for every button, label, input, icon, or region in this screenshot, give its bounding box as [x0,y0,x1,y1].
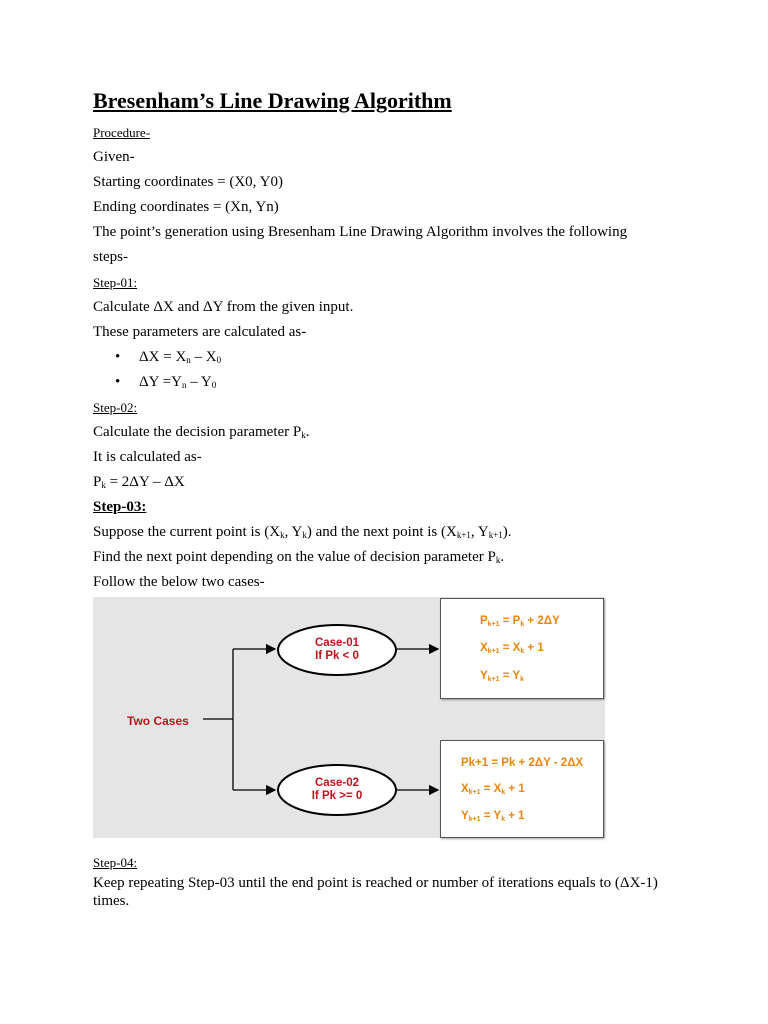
intro-text-line1: The point’s generation using Bresenham Line Drawing Algorithm involves the following [93,224,628,240]
step02-calc-text: It is calculated as- [93,449,202,465]
procedure-label: Procedure- [93,125,151,140]
step03-current-point-text: Suppose the current point is ($X_k$, $Y_k$) and the next point is ($X_{k+1}$, $Y_{k+1}$). [93,524,512,540]
bullet-delta-x: • $\Delta X = X_n - X_0$ [93,345,673,370]
step02-text: Calculate the decision parameter $P_k$. [93,424,310,440]
step03-label: Step-03: [93,499,147,515]
given-label: Given- [93,149,135,165]
case02-text: Case-02 If Pk >= 0 [311,777,363,802]
case01-result-box [440,598,604,699]
step02-label: Step-02: [93,400,138,415]
starting-coordinates: Starting coordinates = (X0, Y0) [93,174,283,190]
case01-y-formula: $Y_{k+1} = Y_k$ [480,670,525,683]
case02-y-formula: $Y_{k+1} = Y_k + 1$ [461,810,525,823]
page-title: Bresenham’s Line Drawing Algorithm [93,88,452,113]
step02-formula: $P_k = 2\Delta Y - \Delta X$ [93,474,185,490]
two-cases-label: Two Cases [127,714,189,728]
step04-label: Step-04: [93,855,138,870]
step04-text: Keep repeating Step-03 until the end point is reached or number of iterations equals to (ΔX-1) times. [93,875,658,909]
case02-result-box [440,740,604,838]
case01-x-formula: $X_{k+1} = X_k + 1$ [480,642,544,655]
step01-params-text: These parameters are calculated as- [93,324,307,340]
case02-x-formula: $X_{k+1} = X_k + 1$ [461,783,525,796]
case01-text: Case-01 If Pk < 0 [314,637,360,662]
step03-follow-text: Follow the below two cases- [93,574,265,590]
case02-p-formula: Pk+1 = Pk + 2ΔY - 2ΔX [461,757,584,769]
two-cases-diagram [93,597,605,838]
bullet-delta-y: • $\Delta Y =Y_n - Y_0$ [93,370,673,395]
bullet-dot: • [115,349,121,365]
case01-p-formula: $P_{k+1} = P_k + 2\Delta Y$ [480,615,560,628]
bullet-dot: • [115,374,121,390]
step01-text: Calculate ΔX and ΔY from the given input. [93,299,354,315]
step04-section [93,854,668,910]
step01-label: Step-01: [93,275,138,290]
document-body [93,120,673,595]
step03-next-point-text: Find the next point depending on the value of decision parameter $P_k$. [93,549,505,565]
ending-coordinates: Ending coordinates = (Xn, Yn) [93,199,279,215]
intro-text-line2: steps- [93,249,128,265]
